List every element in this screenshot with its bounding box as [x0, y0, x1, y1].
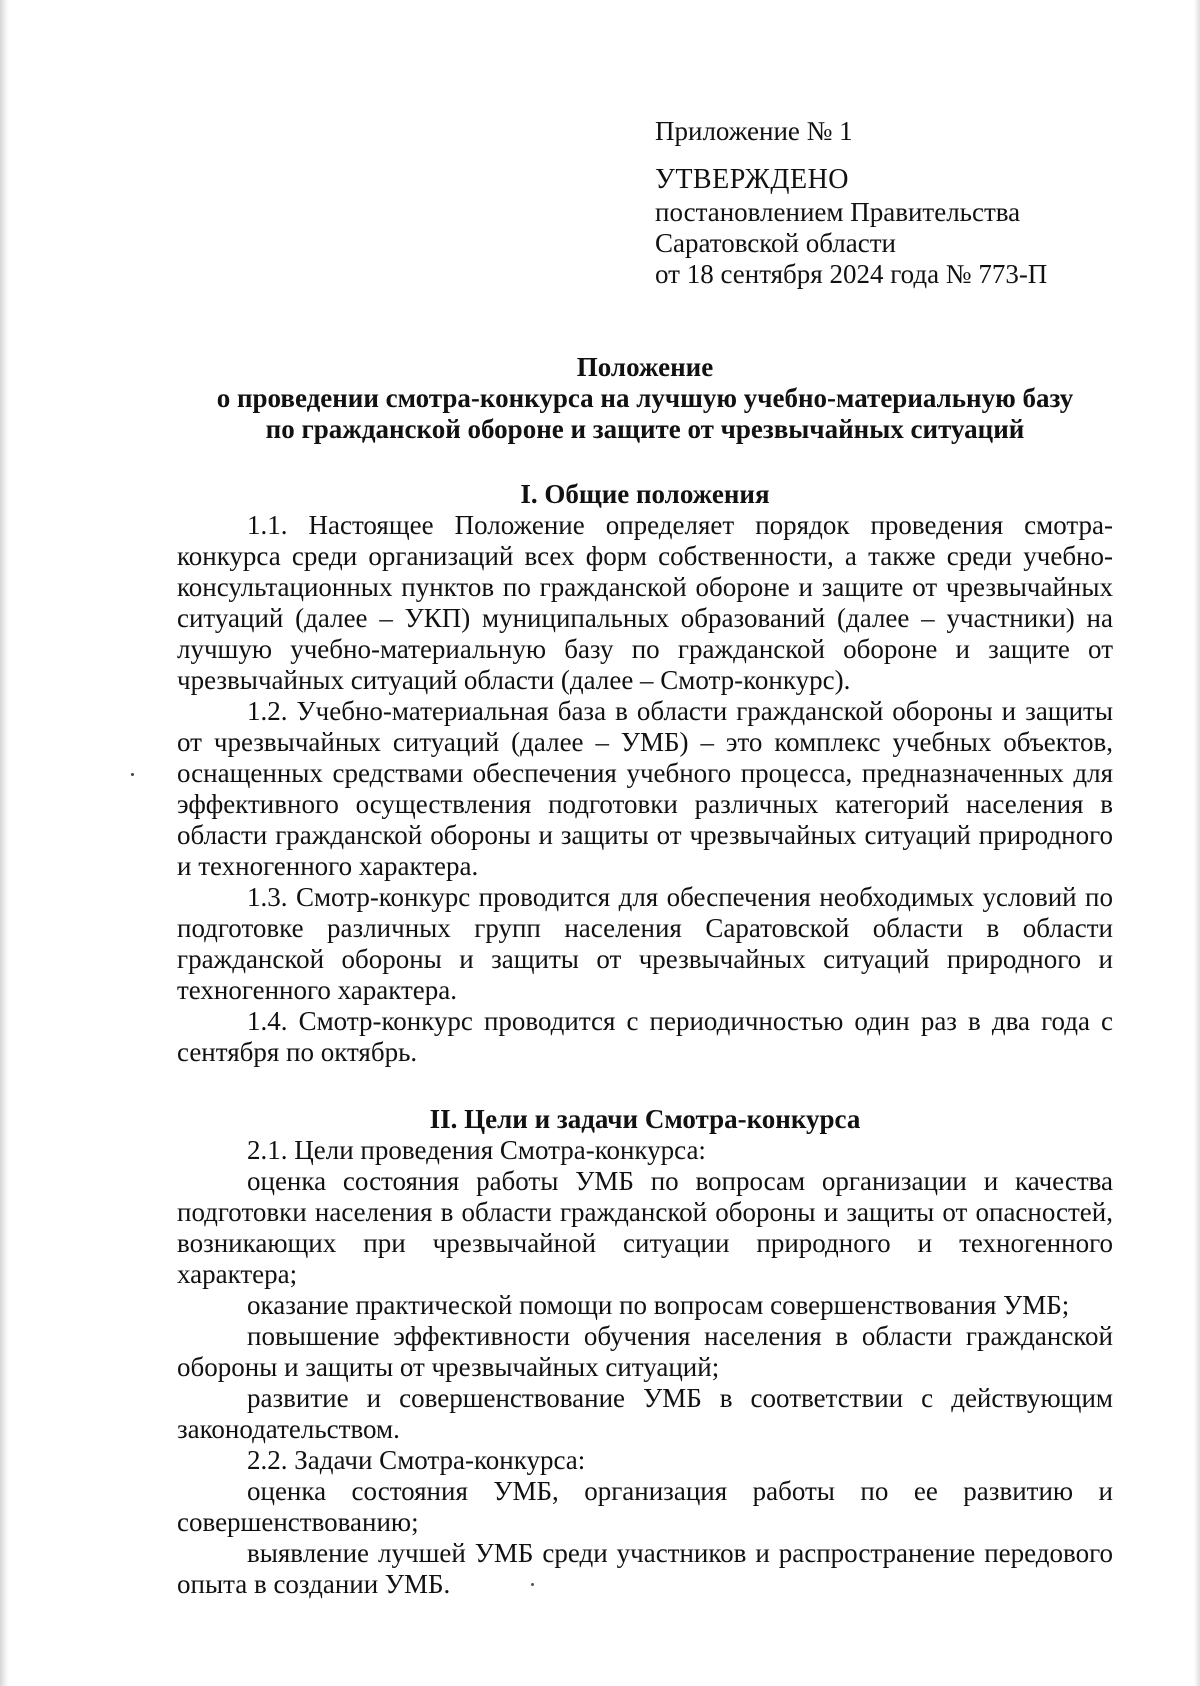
paragraph-2-2: 2.2. Задачи Смотра-конкурса: — [247, 1445, 586, 1475]
scan-edge-left — [0, 0, 9, 1686]
task-item: выявление лучшей УМБ среди участников и распространение передового опыта в создании УМБ. — [177, 1538, 1113, 1599]
approved-label: УТВЕРЖДЕНО — [655, 164, 850, 195]
document-title — [177, 352, 1113, 445]
scan-edge-right — [1194, 0, 1200, 1686]
title-line-1: Положение — [576, 352, 714, 382]
approval-line-1: постановлением Правительства — [655, 197, 1021, 227]
paragraph-1-4: 1.4. Смотр-конкурс проводится с периодичностью один раз в два года с сентября по октябрь. — [177, 1006, 1113, 1067]
scan-speck — [131, 773, 134, 776]
approval-line-3: от 18 сентября 2024 года № 773-П — [655, 259, 1048, 289]
section-2-heading: II. Цели и задачи Смотра-конкурса — [429, 1104, 861, 1134]
paragraph-1-3: 1.3. Смотр-конкурс проводится для обеспечения необходимых условий по подготовке различных групп населения Саратовской области в области гражданской обороны и защиты от чрезвычайных ситуаций природного и техногенного характера. — [177, 882, 1113, 1005]
goal-item: оценка состояния работы УМБ по вопросам организации и качества подготовки населения в области гражданской обороны и защиты от опасностей, возникающих при чрезвычайной ситуации природного и техногенного характера; — [177, 1166, 1113, 1289]
paragraph-1-1: 1.1. Настоящее Положение определяет порядок проведения смотра-конкурса среди организаций всех форм собственности, а также среди учебно-консультационных пунктов по гражданской обороне и защите от чрезвычайных ситуаций (далее – УКП) муниципальных образований (далее – участники) на лучшую учебно-материальную базу по гражданской обороне и защите от чрезвычайных ситуаций области (далее – Смотр-конкурс). — [177, 510, 1113, 695]
paragraph-1-2: 1.2. Учебно-материальная база в области гражданской обороны и защиты от чрезвычайных ситуаций (далее – УМБ) – это комплекс учебных объектов, оснащенных средствами обеспечения учебного процесса, предназначенных для эффективного осуществления подготовки различных категорий населения в области гражданской обороны и защиты от чрезвычайных ситуаций природного и техногенного характера. — [177, 696, 1113, 881]
title-line-3: по гражданской обороне и защите от чрезвычайных ситуаций — [265, 414, 1025, 444]
goal-item: оказание практической помощи по вопросам совершенствования УМБ; — [247, 1290, 1070, 1320]
task-item: оценка состояния УМБ, организация работы по ее развитию и совершенствованию; — [177, 1476, 1113, 1537]
approval-line-2: Саратовской области — [655, 228, 896, 258]
annex-number: Приложение № 1 — [655, 116, 853, 146]
paragraph-2-1: 2.1. Цели проведения Смотра-конкурса: — [247, 1135, 706, 1165]
document-body — [177, 352, 1113, 1600]
section-1-heading: I. Общие положения — [520, 479, 770, 509]
approval-stamp-block — [655, 116, 1115, 290]
goal-item: развитие и совершенствование УМБ в соответствии с действующим законодательством. — [177, 1383, 1113, 1444]
goal-item: повышение эффективности обучения населения в области гражданской обороны и защиты от чрезвычайных ситуаций; — [177, 1321, 1113, 1382]
title-line-2: о проведении смотра-конкурса на лучшую учебно-материальную базу — [216, 383, 1074, 413]
